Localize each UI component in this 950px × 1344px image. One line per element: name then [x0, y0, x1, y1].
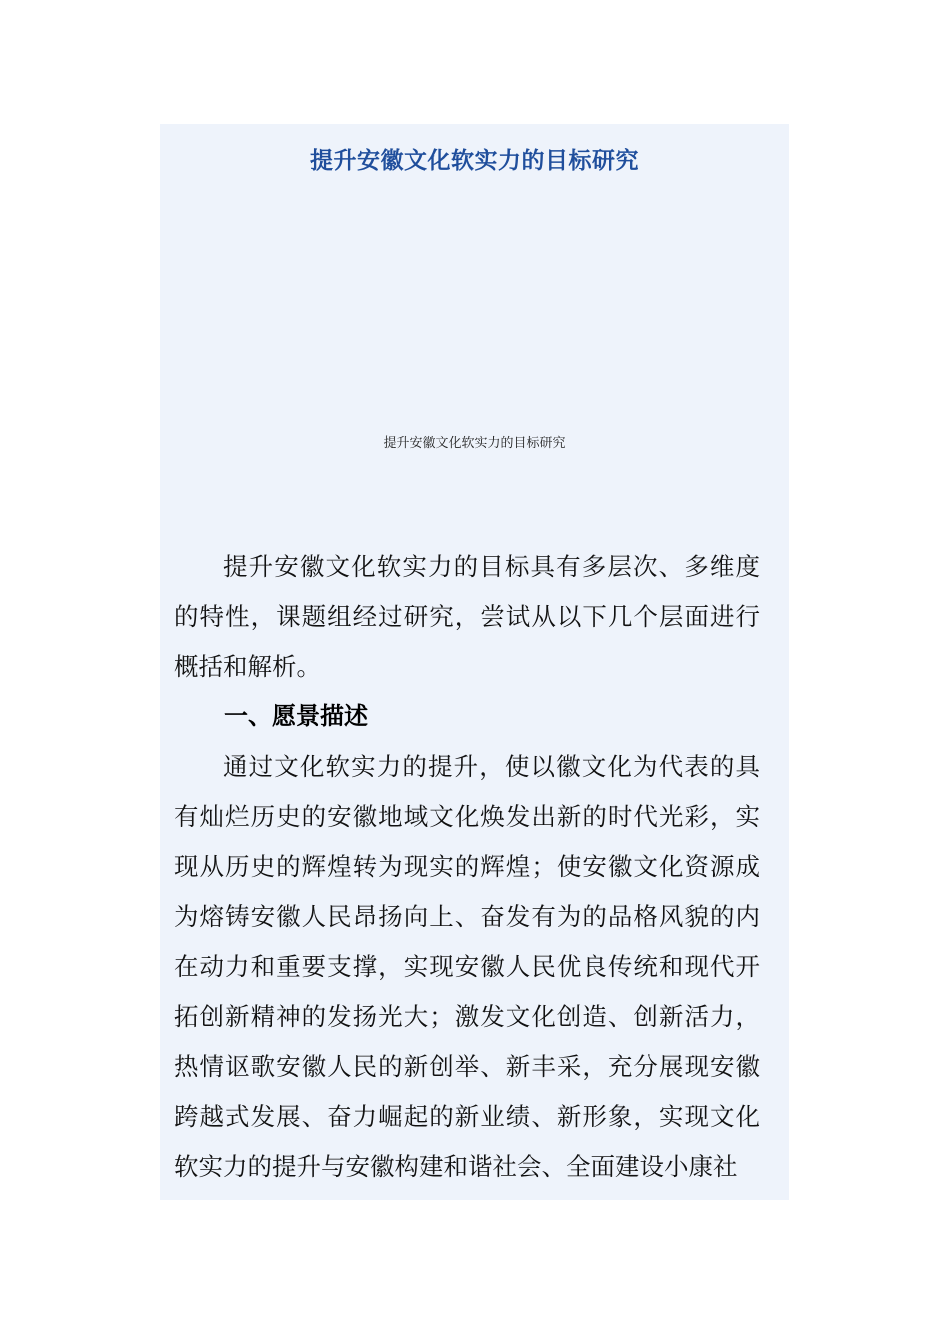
document-page [160, 124, 789, 1200]
intro-paragraph: 提升安徽文化软实力的目标具有多层次、多维度的特性，课题组经过研究，尝试从以下几个层面进行概括和解析。 [174, 552, 760, 681]
document-title: 提升安徽文化软实力的目标研究 [310, 148, 639, 174]
document-subtitle: 提升安徽文化软实力的目标研究 [383, 436, 566, 451]
section-heading: 一、愿景描述 [224, 702, 368, 730]
section-paragraph: 通过文化软实力的提升，使以徽文化为代表的具有灿烂历史的安徽地域文化焕发出新的时代光彩，实现从历史的辉煌转为现实的辉煌；使安徽文化资源成为熔铸安徽人民昂扬向上、奋发有为的品格风貌的内在动力和重要支撑，实现安徽人民优良传统和现代开拓创新精神的发扬光大；激发文化创造、创新活力，热情讴歌安徽人民的新创举、新丰采，充分展现安徽跨越式发展、奋力崛起的新业绩、新形象，实现文化软实力的提升与安徽构建和谐社会、全面建设小康社 [174, 752, 760, 1181]
